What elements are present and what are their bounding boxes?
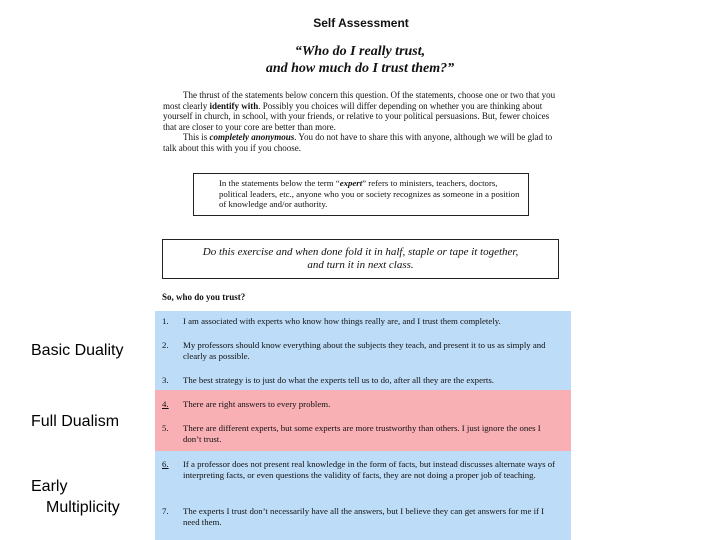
statement-text: My professors should know everything about the subjects they teach, and present it to us as simply and clearly as possible. [183,340,546,361]
statement-text: I am associated with experts who know how things really are, and I trust them completely. [183,316,501,326]
instruction-box [162,239,559,279]
subtitle-line-2: and how much do I trust them?” [265,61,455,76]
statement-text: There are different experts, but some experts are more trustworthy than others. I just ignore the ones I don’t trust. [183,423,541,444]
statement-number: 4. [162,399,169,409]
subtitle-line-1: “Who do I really trust, [294,44,426,59]
instruction-line-1: Do this exercise and when done fold it in half, staple or tape it together, [202,246,519,258]
intro-paragraph-2: This is completely anonymous. You do not have to share this with anyone, although we will be glad to talk about this with you if you choose. [163,132,553,153]
label-full-dualism: Full Dualism [31,413,120,430]
instruction-line-2: and turn it in next class. [307,259,414,271]
label-early-multiplicity-line-1: Early [31,478,68,495]
intro-text [163,90,560,153]
label-basic-duality: Basic Duality [31,342,124,359]
statement-number: 1. [162,316,169,326]
statement-number: 3. [162,375,169,385]
statement-text: There are right answers to every problem. [183,399,331,409]
statement-number: 6. [162,459,169,469]
statement-text: If a professor does not present real knowledge in the form of facts, but instead discusses alternate ways of interpreting facts, or even questions the validity of facts, they are not doing a proper job of teaching. [183,459,556,480]
label-early-multiplicity-line-2: Multiplicity [46,499,120,516]
statement-text: The best strategy is to just do what the experts tell us to do, after all they are the experts. [183,375,494,385]
statement-number: 2. [162,340,169,350]
expert-definition-box: In the statements below the term “expert” refers to ministers, teachers, doctors, political leaders, etc., anyone who you or society recognizes as someone in a position of knowledge and/or authority. [193,173,529,216]
statement-number: 7. [162,506,169,516]
statement-text: The experts I trust don’t necessarily have all the answers, but I believe they can get answers for me if I need them. [183,506,545,527]
statement-number: 5. [162,423,169,433]
intro-paragraph-1: The thrust of the statements below concern this question. Of the statements, choose one or two that you most clearly identify with. Possibly you choices will differ depending on whether you are thinking about yourself in church, in school, with your friends, or relative to your political persuasions. But, fewer choices that are closer to your core are better than more. [163,90,556,132]
question-heading: So, who do you trust? [162,292,246,302]
page-title: Self Assessment [313,16,409,30]
